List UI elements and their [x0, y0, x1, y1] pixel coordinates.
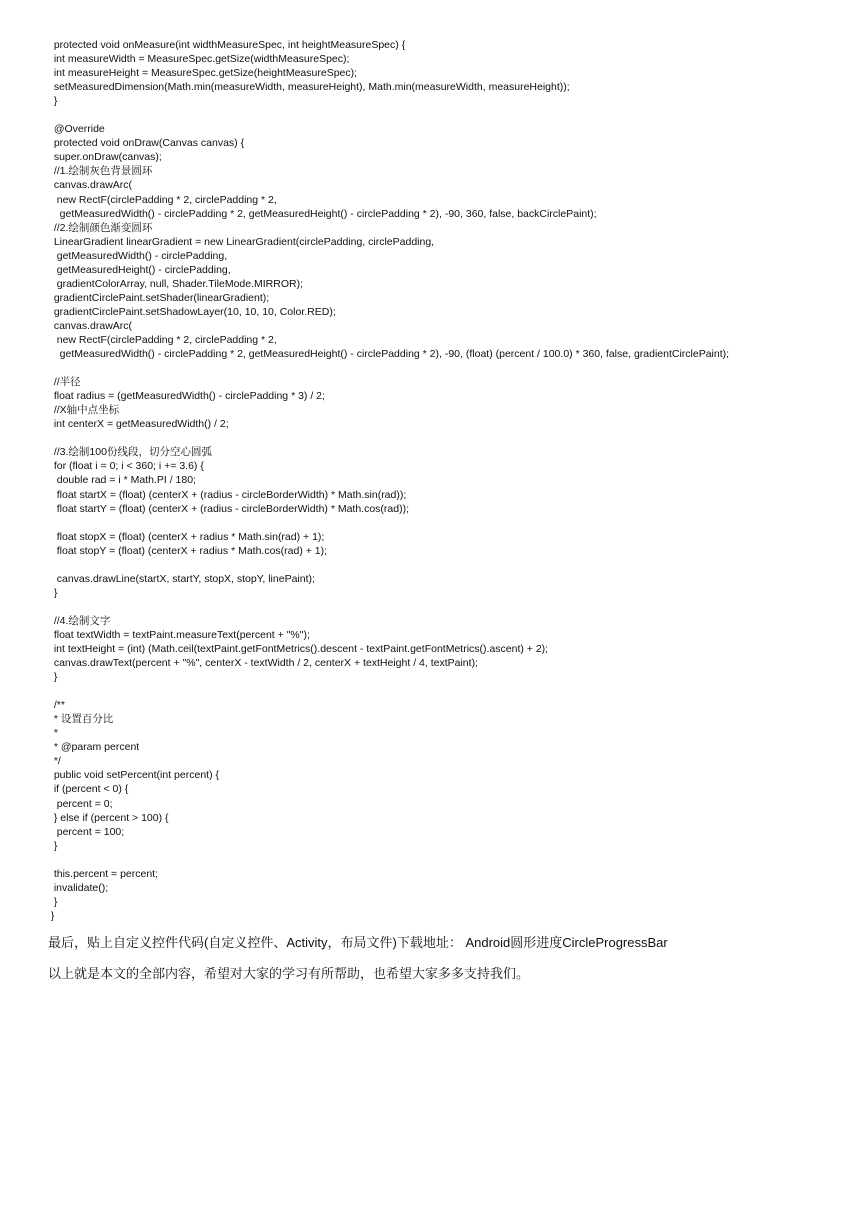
code-line: getMeasuredWidth() - circlePadding * 2, getMeasuredHeight() - circlePadding * 2), -90, 360, false, backCirclePaint); — [48, 207, 597, 220]
code-line: canvas.drawText(percent + "%", centerX - textWidth / 2, centerX + textHeight / 4, textPaint); — [48, 657, 478, 670]
code-line: getMeasuredWidth() - circlePadding, — [48, 249, 228, 262]
code-line: canvas.drawArc( — [48, 179, 133, 192]
code-line: gradientCirclePaint.setShadowLayer(10, 10, 10, Color.RED); — [48, 305, 336, 318]
code-line: int measureWidth = MeasureSpec.getSize(widthMeasureSpec); — [48, 53, 350, 66]
code-line: int centerX = getMeasuredWidth() / 2; — [48, 418, 229, 431]
code-line: LinearGradient linearGradient = new LinearGradient(circlePadding, circlePadding, — [48, 235, 435, 248]
code-line: //半径 — [48, 376, 81, 389]
code-line — [48, 108, 848, 122]
code-line: float stopX = (float) (centerX + radius * Math.sin(rad) + 1); — [48, 530, 325, 543]
code-line: getMeasuredWidth() - circlePadding * 2, getMeasuredHeight() - circlePadding * 2), -90, (float) (percent / 100.0) * 360, false, gradientCirclePaint); — [48, 348, 730, 361]
code-line: new RectF(circlePadding * 2, circlePadding * 2, — [48, 193, 277, 206]
code-line: } — [48, 671, 58, 684]
code-line: new RectF(circlePadding * 2, circlePadding * 2, — [48, 333, 277, 346]
code-line: int textHeight = (int) (Math.ceil(textPaint.getFontMetrics().descent - textPaint.getFontMetrics().ascent) + 2); — [48, 643, 549, 656]
code-line: setMeasuredDimension(Math.min(measureWidth, measureHeight), Math.min(measureWidth, measureHeight)); — [48, 81, 570, 94]
code-line: //3.绘制100份线段，切分空心圆弧 — [48, 446, 212, 459]
code-line: canvas.drawArc( — [48, 319, 133, 332]
code-line: gradientCirclePaint.setShader(linearGradient); — [48, 291, 270, 304]
code-line — [48, 431, 848, 445]
code-line: protected void onMeasure(int widthMeasureSpec, int heightMeasureSpec) { — [48, 39, 406, 51]
code-line: } — [48, 895, 58, 908]
code-line: //4.绘制文字 — [48, 614, 111, 627]
code-line: } — [48, 95, 58, 108]
code-line: float startY = (float) (centerX + (radius - circleBorderWidth) * Math.cos(rad)); — [48, 502, 410, 515]
code-line: * @param percent — [48, 741, 140, 754]
code-line: * — [48, 727, 58, 740]
closing-paragraph: 以上就是本文的全部内容，希望对大家的学习有所帮助，也希望大家多多支持我们。 — [48, 966, 530, 981]
code-line — [48, 516, 848, 530]
code-line: */ — [48, 755, 61, 768]
code-line: //2.绘制颜色渐变圆环 — [48, 221, 153, 234]
code-line: } — [48, 839, 58, 852]
code-line: double rad = i * Math.PI / 180; — [48, 474, 196, 487]
code-line: protected void onDraw(Canvas canvas) { — [48, 137, 245, 150]
code-line — [48, 684, 848, 698]
code-line: float stopY = (float) (centerX + radius * Math.cos(rad) + 1); — [48, 544, 328, 557]
code-line: canvas.drawLine(startX, startY, stopX, stopY, linePaint); — [48, 572, 315, 585]
code-line: /** — [48, 699, 65, 712]
code-line: //X轴中点坐标 — [48, 404, 120, 417]
code-line: float textWidth = textPaint.measureText(percent + "%"); — [48, 628, 310, 641]
code-line: for (float i = 0; i < 360; i += 3.6) { — [48, 460, 204, 473]
code-line — [48, 600, 848, 614]
code-line: if (percent < 0) { — [48, 783, 129, 796]
code-line — [48, 558, 848, 572]
code-line — [48, 853, 848, 867]
code-line: super.onDraw(canvas); — [48, 151, 162, 164]
code-line: } — [48, 909, 55, 922]
code-block — [48, 38, 848, 923]
code-line: percent = 0; — [48, 797, 113, 810]
code-line: int measureHeight = MeasureSpec.getSize(heightMeasureSpec); — [48, 67, 358, 80]
code-line: float radius = (getMeasuredWidth() - circlePadding * 3) / 2; — [48, 390, 325, 403]
code-line: //1.绘制灰色背景圆环 — [48, 165, 153, 178]
code-line: @Override — [48, 123, 105, 136]
code-line: this.percent = percent; — [48, 867, 159, 880]
code-line: percent = 100; — [48, 825, 125, 838]
code-line: float startX = (float) (centerX + (radius - circleBorderWidth) * Math.sin(rad)); — [48, 488, 407, 501]
code-line: getMeasuredHeight() - circlePadding, — [48, 263, 231, 276]
download-paragraph: 最后，贴上自定义控件代码(自定义控件、Activity，布局文件)下载地址： Android圆形进度CircleProgressBar — [48, 935, 668, 950]
code-line: * 设置百分比 — [48, 713, 114, 726]
code-line: gradientColorArray, null, Shader.TileMode.MIRROR); — [48, 277, 304, 290]
code-line: } else if (percent > 100) { — [48, 811, 169, 824]
code-line: invalidate(); — [48, 881, 109, 894]
article-footer — [48, 933, 848, 984]
code-line: } — [48, 586, 58, 599]
code-line: public void setPercent(int percent) { — [48, 769, 220, 782]
code-line — [48, 361, 848, 375]
